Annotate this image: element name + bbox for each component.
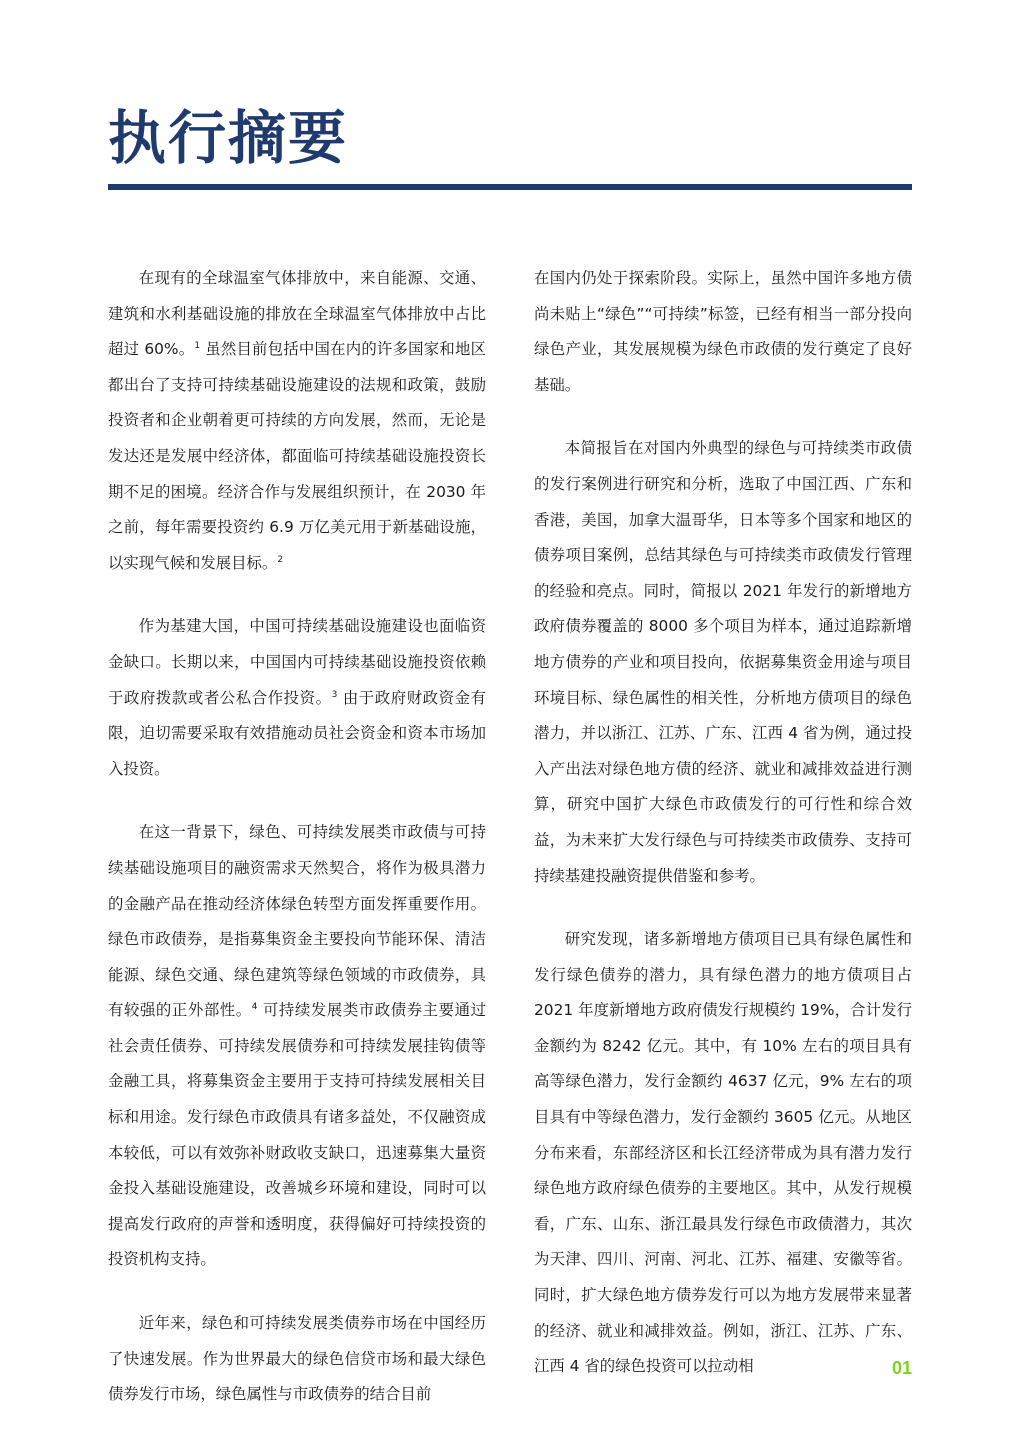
body-paragraph — [108, 815, 486, 1278]
body-paragraph — [534, 261, 912, 403]
page-number: 01 — [891, 1358, 912, 1378]
paragraph-text: 本简报旨在对国内外典型的绿色与可持续类市政债的发行案例进行研究和分析，选取了中国江西、广东和香港，美国，加拿大温哥华，日本等多个国家和地区的债券项目案例，总结其绿色与可持续类市政债发行管理的经验和亮点。同时，简报以 2021 年发行的新增地方政府债券覆盖的 8000 多个项目为样本，通过追踪新增地方债券的产业和项目投向，依据募集资金用途与项目环境目标、绿色属性的相关性，分析地方债项目的绿色潜力，并以浙江、江苏、广东、江西 4 省为例，通过投入产出法对绿色地方债的经济、就业和减排效益进行测算，研究中国扩大绿色市政债发行的可行性和综合效益，为未来扩大发行绿色与可持续类市政债券、支持可持续基建投融资提供借鉴和参考。 — [534, 439, 912, 885]
page-title: 执行摘要 — [108, 104, 349, 172]
footnote-marker: 1 — [194, 341, 201, 352]
body-paragraph — [534, 922, 912, 1385]
right-column — [534, 261, 912, 1413]
footnote-marker: 2 — [277, 554, 284, 565]
body-paragraph — [534, 431, 912, 894]
footnote-marker: 4 — [251, 1002, 258, 1013]
paragraph-text: 虽然目前包括中国在内的许多国家和地区都出台了支持可持续基础设施建设的法规和政策，鼓励投资者和企业朝着更可持续的方向发展，然而，无论是发达还是发展中经济体，都面临可持续基础设施投资长期不足的困境。经济合作与发展组织预计，在 2030 年之前，每年需要投资约 6.9 万亿美元用于新基础设施，以实现气候和发展目标。 — [108, 340, 486, 572]
body-paragraph — [108, 261, 486, 581]
paragraph-text: 可持续发展类市政债券主要通过社会责任债券、可持续发展债券和可持续发展挂钩债等金融工具，将募集资金主要用于支持可持续发展相关目标和用途。发行绿色市政债具有诸多益处，不仅融资成本较低，可以有效弥补财政收支缺口，迅速募集大量资金投入基础设施建设，改善城乡环境和建设，同时可以提高发行政府的声誉和透明度，获得偏好可持续投资的投资机构支持。 — [108, 1001, 486, 1269]
footnote-marker: 3 — [331, 689, 338, 700]
left-column — [108, 261, 486, 1441]
paragraph-text: 研究发现，诸多新增地方债项目已具有绿色属性和发行绿色债券的潜力，具有绿色潜力的地方债项目占 2021 年度新增地方政府债发行规模约 19%，合计发行金额约为 8242 亿元。其中，有 10% 左右的项目具有高等绿色潜力，发行金额约 4637 亿元，9% 左右的项目具有中等绿色潜力，发行金额约 3605 亿元。从地区分布来看，东部经济区和长江经济带成为具有潜力发行绿色地方政府绿色债券的主要地区。其中，从发行规模看，广东、山东、浙江最具发行绿色市政债潜力，其次为天津、四川、河南、河北、江苏、福建、安徽等省。同时，扩大绿色地方债券发行可以为地方发展带来显著的经济、就业和减排效益。例如，浙江、江苏、广东、江西 4 省的绿色投资可以拉动相 — [534, 930, 912, 1376]
paragraph-text: 由于政府财政资金有限，迫切需要采取有效措施动员社会资金和资本市场加入投资。 — [108, 688, 486, 778]
title-divider — [108, 184, 912, 190]
paragraph-text: 作为基建大国，中国可持续基础设施建设也面临资金缺口。长期以来，中国国内可持续基础设施投资依赖于政府拨款或者公私合作投资。 — [108, 617, 486, 707]
paragraph-text: 近年来，绿色和可持续发展类债券市场在中国经历了快速发展。作为世界最大的绿色信贷市场和最大绿色债券发行市场，绿色属性与市政债券的结合目前 — [108, 1314, 486, 1404]
body-paragraph — [108, 1306, 486, 1413]
paragraph-text: 在这一背景下，绿色、可持续发展类市政债与可持续基础设施项目的融资需求天然契合，将作为极具潜力的金融产品在推动经济体绿色转型方面发挥重要作用。绿色市政债券，是指募集资金主要投向节能环保、清洁能源、绿色交通、绿色建筑等绿色领域的市政债券，具有较强的正外部性。 — [108, 823, 486, 1020]
paragraph-text: 在现有的全球温室气体排放中，来自能源、交通、建筑和水利基础设施的排放在全球温室气体排放中占比超过 60%。 — [108, 269, 486, 359]
body-paragraph — [108, 609, 486, 787]
paragraph-text: 在国内仍处于探索阶段。实际上，虽然中国许多地方债尚未贴上“绿色”“可持续”标签，已经有相当一部分投向绿色产业，其发展规模为绿色市政债的发行奠定了良好基础。 — [534, 269, 912, 394]
